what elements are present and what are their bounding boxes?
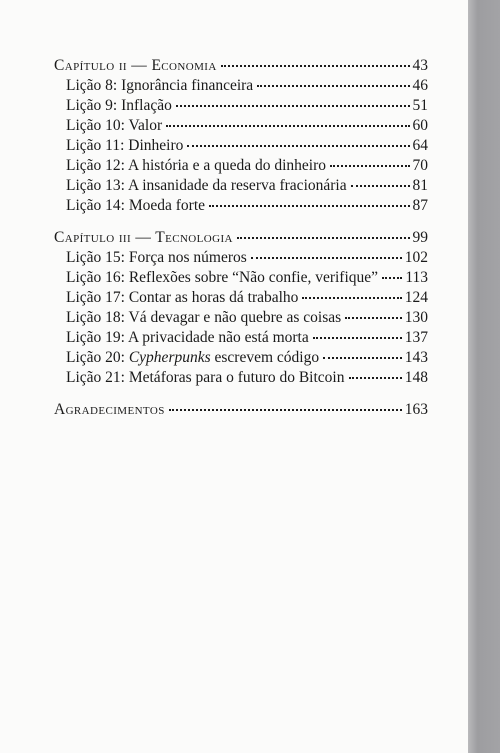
dot-leader [330,165,410,167]
toc-entry [54,156,428,176]
toc-chapter-title: Capítulo iii — Tecnologia [54,229,233,246]
dot-leader [313,337,402,339]
toc-entry [54,76,428,96]
toc-entry [54,308,428,328]
toc-chapter-title: Agradecimentos [54,401,165,418]
toc-entry-title: Lição 12: A história e a queda do dinheiro [66,157,326,174]
toc-entry-title-prefix: Lição 20: [66,349,129,366]
toc-entry [54,348,428,368]
dot-leader [221,65,410,67]
toc-entry [54,136,428,156]
dot-leader [237,237,410,239]
toc-page-number: 60 [412,117,428,134]
toc-entry-title: Lição 14: Moeda forte [66,197,206,214]
toc-page-number: 43 [412,57,428,74]
toc-page-number: 64 [412,137,428,154]
toc-page-number: 81 [412,177,428,194]
toc-page-number: 124 [404,289,428,306]
toc-entry-title: Lição 17: Contar as horas dá trabalho [66,289,299,306]
toc-entry-title: Lição 9: Inflação [66,97,172,114]
toc-page-number: 163 [404,401,428,418]
toc-entry-title-italic: Cypherpunks [128,349,211,366]
toc-entry-title: Lição 16: Reflexões sobre “Não confie, verifique” [66,269,379,286]
toc-page-number: 70 [412,157,428,174]
toc-page-number: 148 [404,369,428,386]
toc-entry [54,368,428,388]
toc-entry-title: Lição 11: Dinheiro [66,137,184,154]
dot-leader [302,297,401,299]
toc-entry-title: Lição 8: Ignorância financeira [66,77,254,94]
dot-leader [323,357,402,359]
dot-leader [176,105,410,107]
dot-leader [209,205,409,207]
toc-entry [54,96,428,116]
toc-entry [54,328,428,348]
dot-leader [257,85,409,87]
dot-leader [382,277,402,279]
spacer [54,388,428,400]
dot-leader [169,409,402,411]
toc-entry [54,196,428,216]
dot-leader [187,145,409,147]
toc-entry-title [66,348,319,368]
dot-leader [345,317,402,319]
page-edge-shadow [468,0,500,753]
toc-entry-title-suffix: escrevem código [210,349,320,366]
toc-entry [54,116,428,136]
dot-leader [351,185,410,187]
toc-entry-title: Lição 15: Força nos números [66,249,247,266]
toc-page-number: 87 [412,197,428,214]
toc-chapter-title: Capítulo ii — Economia [54,57,217,74]
toc-entry-title: Lição 10: Valor [66,117,163,134]
toc-page-number: 137 [404,329,428,346]
toc-page-number: 51 [412,97,428,114]
toc-entry [54,288,428,308]
toc-page-number: 130 [404,309,428,326]
toc-acknowledgements [54,400,428,420]
table-of-contents [54,56,428,420]
toc-entry-title: Lição 19: A privacidade não está morta [66,329,309,346]
toc-entry [54,268,428,288]
dot-leader [166,125,409,127]
spacer [54,216,428,228]
toc-page-number: 46 [412,77,428,94]
toc-entry [54,248,428,268]
toc-entry-title: Lição 18: Vá devagar e não quebre as coisas [66,309,342,326]
toc-chapter-2 [54,56,428,76]
toc-chapter-3 [54,228,428,248]
toc-page-number: 113 [405,269,428,286]
toc-entry-title: Lição 21: Metáforas para o futuro do Bitcoin [66,369,345,386]
toc-entry [54,176,428,196]
dot-leader [251,257,402,259]
dot-leader [349,377,402,379]
toc-entry-title: Lição 13: A insanidade da reserva fracionária [66,177,347,194]
toc-page-number: 143 [404,349,428,366]
toc-page-number: 99 [412,229,428,246]
toc-page-number: 102 [404,249,428,266]
